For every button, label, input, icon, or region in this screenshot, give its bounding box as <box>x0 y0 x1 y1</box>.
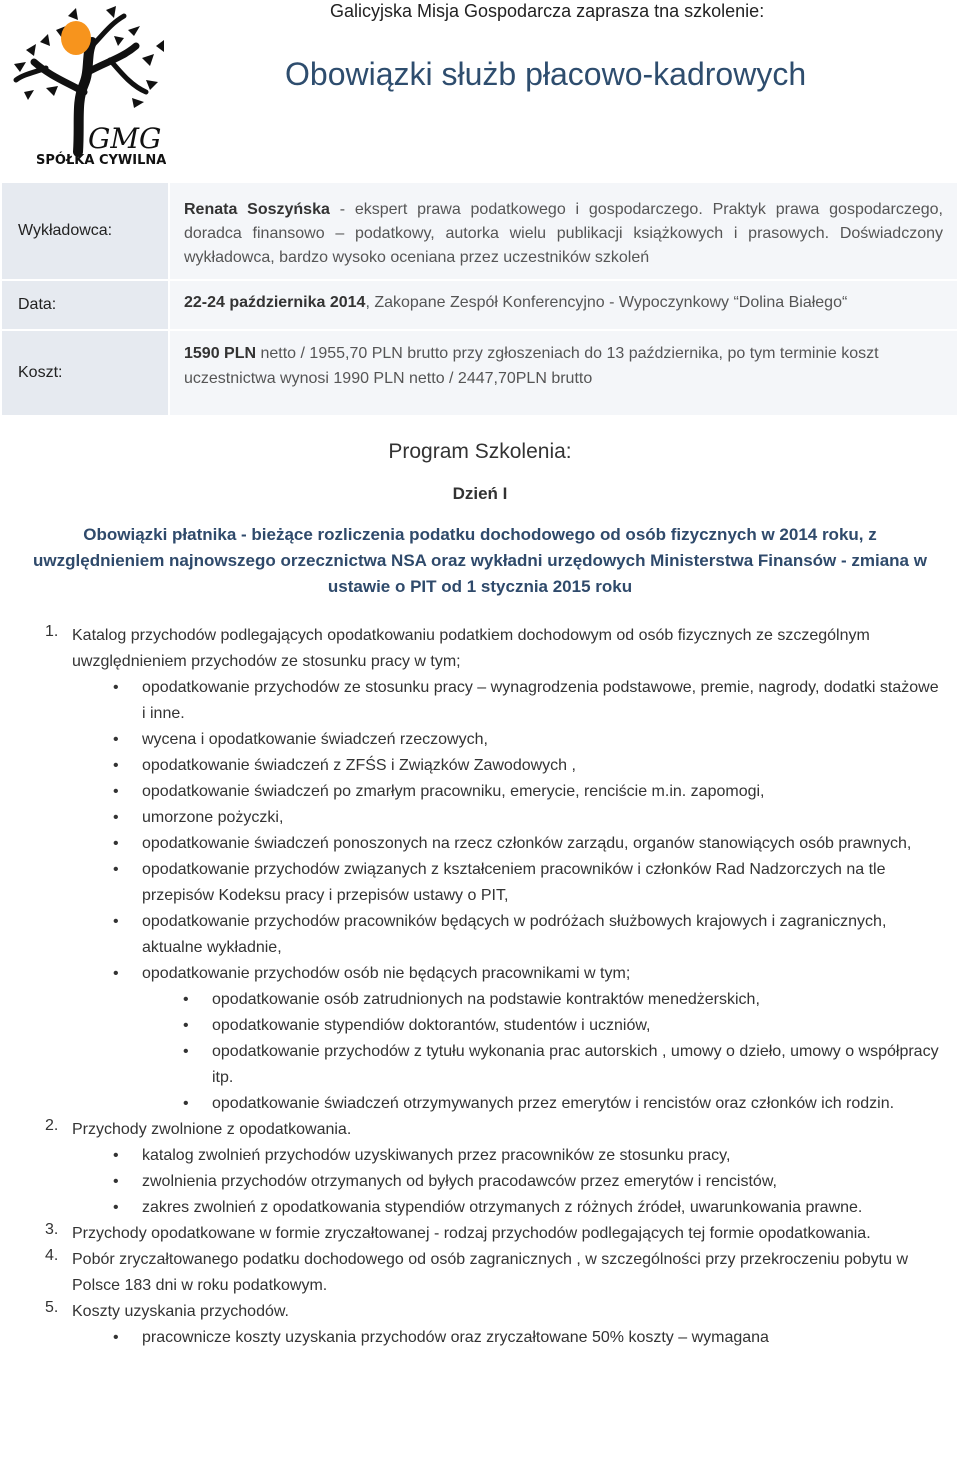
sub-bullet-item: • opodatkowanie stypendiów doktorantów, studentów i uczniów, <box>212 1013 946 1039</box>
item-number: 3. <box>45 1221 59 1238</box>
item-text: Przychody opodatkowane w formie zryczałtowanej - rodzaj przychodów podlegających tej formie opodatkowania. <box>72 1225 871 1242</box>
sub-bullet-item: • opodatkowanie przychodów z tytułu wykonania prac autorskich , umowy o dzieło, umowy o współpracy itp. <box>212 1039 946 1091</box>
list-item <box>0 1221 960 1247</box>
item-number: 5. <box>45 1299 59 1316</box>
bullet-item: • umorzone pożyczki, <box>142 805 946 831</box>
list-item <box>0 1299 960 1325</box>
bullet-item: • katalog zwolnień przychodów uzyskiwanych przez pracowników ze stosunku pracy, <box>142 1143 946 1169</box>
cost-label: Koszt: <box>2 331 168 415</box>
date-label: Data: <box>2 281 168 329</box>
logo-subtext: SPÓŁKA CYWILNA <box>36 153 166 168</box>
item-text: Przychody zwolnione z opodatkowania. <box>72 1121 352 1138</box>
bullet-item: • zakres zwolnień z opodatkowania stypendiów otrzymanych z różnych źródeł, uwarunkowania prawne. <box>142 1195 946 1221</box>
sub-bullet-item: • opodatkowanie osób zatrudnionych na podstawie kontraktów menedżerskich, <box>212 987 946 1013</box>
bullet-item: • zwolnienia przychodów otrzymanych od byłych pracodawców przez emerytów i rencistów, <box>142 1169 946 1195</box>
bullet-item: • opodatkowanie świadczeń po zmarłym pracowniku, emerycie, renciście m.in. zapomogi, <box>142 779 946 805</box>
item-number: 4. <box>45 1247 59 1264</box>
section-heading: Obowiązki płatnika - bieżące rozliczenia podatku dochodowego od osób fizycznych w 2014 roku, z uwzględnieniem najnowszego orzecznictwa NSA oraz wykładni urzędowych Ministerstwa Finansów - zmiana w ustawie o PIT od 1 stycznia 2015 roku <box>33 525 927 596</box>
sub-bullet-item: • opodatkowanie świadczeń otrzymywanych przez emerytów i rencistów oraz członków ich rodzin. <box>212 1091 946 1117</box>
date-rest: , Zakopane Zespół Konferencyjno - Wypoczynkowy “Dolina Białego“ <box>365 294 848 311</box>
bullet-item: • opodatkowanie przychodów pracowników będących w podróżach służbowych krajowych i zagranicznych, aktualne wykładnie, <box>142 909 946 961</box>
logo-text: GMG <box>88 122 162 155</box>
cost-rest: netto / 1955,70 PLN brutto przy zgłoszeniach do 13 października, po tym terminie koszt uczestnictwa wynosi 1990 PLN netto / 2447,70PLN brutto <box>184 345 879 387</box>
list-item <box>0 623 960 675</box>
date-value <box>170 281 957 329</box>
cost-bold: 1590 PLN <box>184 345 257 362</box>
lecturer-description: - ekspert prawa podatkowego i gospodarczego. Praktyk prawa gospodarczego, doradca finansowo – podatkowy, autorka wielu publikacji książkowych i prasowych. Doświadczony wykładowca, bardzo wysoko oceniana przez uczestników szkoleń <box>184 201 944 266</box>
item-number: 1. <box>45 623 59 640</box>
bullet-item: • opodatkowanie przychodów osób nie będących pracownikami w tym; <box>142 961 946 987</box>
item-number: 2. <box>45 1117 59 1134</box>
program-title: Program Szkolenia: <box>388 440 572 463</box>
bullet-item: • opodatkowanie przychodów ze stosunku pracy – wynagrodzenia podstawowe, premie, nagrody, dodatki stażowe i inne. <box>142 675 946 727</box>
lecturer-value <box>170 183 957 279</box>
bullet-item: • opodatkowanie świadczeń ponoszonych na rzecz członków zarządu, organów stanowiących osób prawnych, <box>142 831 946 857</box>
gmg-logo <box>6 2 166 170</box>
bullet-item: • pracownicze koszty uzyskania przychodów oraz zryczałtowane 50% koszty – wymagana <box>142 1325 946 1351</box>
info-table <box>2 183 957 415</box>
page-title: Obowiązki służb płacowo-kadrowych <box>285 56 807 92</box>
bullet-item: • opodatkowanie przychodów związanych z kształceniem pracowników i członków Rad Nadzorczych na tle przepisów Kodeksu pracy i przepisów ustawy o PIT, <box>142 857 946 909</box>
list-item <box>0 1247 960 1299</box>
day-title: Dzień I <box>452 484 508 503</box>
lecturer-row <box>2 183 957 279</box>
list-item <box>0 1117 960 1143</box>
program-list <box>0 623 960 1351</box>
cost-value <box>170 331 957 415</box>
date-row <box>2 281 957 329</box>
item-text: Koszty uzyskania przychodów. <box>72 1303 289 1320</box>
invite-text: Galicyjska Misja Gospodarcza zaprasza tna szkolenie: <box>330 1 765 21</box>
lecturer-name: Renata Soszyńska <box>184 201 330 218</box>
date-bold: 22-24 października 2014 <box>184 294 366 311</box>
bullet-item: • opodatkowanie świadczeń z ZFŚS i Związków Zawodowych , <box>142 753 946 779</box>
item-text: Katalog przychodów podlegających opodatkowaniu podatkiem dochodowym od osób fizycznych ze szczególnym uwzględnieniem przychodów ze stosunku pracy w tym; <box>72 627 870 670</box>
bullet-item: • wycena i opodatkowanie świadczeń rzeczowych, <box>142 727 946 753</box>
lecturer-label: Wykładowca: <box>2 183 168 279</box>
item-text: Pobór zryczałtowanego podatku dochodowego od osób zagranicznych , w szczególności przy przekroczeniu pobytu w Polsce 183 dni w roku podatkowym. <box>72 1251 909 1294</box>
cost-row <box>2 331 957 415</box>
